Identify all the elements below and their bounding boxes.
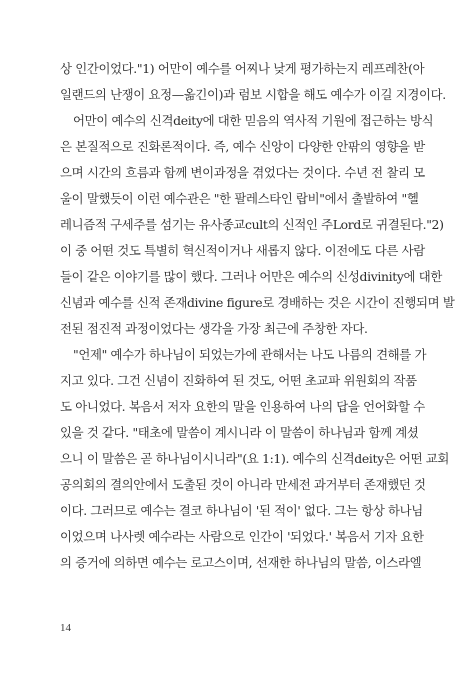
page-number: 14 <box>60 622 71 634</box>
text-line: 있을 것 같다. "태초에 말씀이 계시니라 이 말씀이 하나님과 함께 계셨 <box>60 425 419 440</box>
text-line: 으며 시간의 흐름과 함께 변이과정을 겪었다는 것이다. 수년 전 찰리 모 <box>60 165 425 180</box>
paragraph-start-line: "언제" 예수가 하나님이 되었는가에 관해서는 나도 나름의 견해를 가 <box>73 347 427 362</box>
text-line: 상 인간이었다."1) 어만이 예수를 어찌나 낮게 평가하는지 레프레찬(아 <box>60 61 425 76</box>
text-line: 들이 같은 이야기를 많이 했다. 그러나 어만은 예수의 신성divinity에 대한 <box>60 269 442 284</box>
text-line: 신념과 예수를 신적 존재divine figure로 경배하는 것은 시간이 진행되며 발 <box>60 295 455 310</box>
text-line: 의 증거에 의하면 예수는 로고스이며, 선재한 하나님의 말씀, 이스라엘 <box>60 555 422 570</box>
text-line: 이다. 그러므로 예수는 결코 하나님이 '된 적이' 없다. 그는 항상 하나님 <box>60 503 423 518</box>
paragraph-start-line: 어만이 예수의 신격deity에 대한 믿음의 역사적 기원에 접근하는 방식 <box>73 113 434 128</box>
text-line: 울이 말했듯이 이런 예수관은 "한 팔레스타인 랍비"에서 출발하여 "헬 <box>60 191 419 206</box>
text-line: 전된 점진적 과정이었다는 생각을 가장 최근에 주창한 자다. <box>60 321 368 336</box>
text-line: 레니즘적 구세주를 섬기는 유사종교cult의 신적인 주Lord로 귀결된다."2) <box>60 217 444 232</box>
text-line: 으니 이 말씀은 곧 하나님이시니라"(요 1:1). 예수의 신격deity은 어떤 교회 <box>60 451 450 466</box>
text-line: 공의회의 결의안에서 도출된 것이 아니라 만세전 과거부터 존재했던 것 <box>60 477 426 492</box>
text-line: 이었으며 나사렛 예수라는 사람으로 인간이 '되었다.' 복음서 기자 요한 <box>60 529 424 544</box>
text-line: 은 본질적으로 진화론적이다. 즉, 예수 신앙이 다양한 안팎의 영향을 받 <box>60 139 425 154</box>
text-line: 지고 있다. 그건 신념이 진화하여 된 것도, 어떤 초교파 위원회의 작품 <box>60 373 417 388</box>
text-line: 이 중 어떤 것도 특별히 혁신적이거나 새롭지 않다. 이전에도 다른 사람 <box>60 243 425 258</box>
text-line: 일랜드의 난쟁이 요정—옮긴이)과 럼보 시합을 해도 예수가 이길 지경이다. <box>60 87 446 102</box>
text-line: 도 아니었다. 복음서 저자 요한의 말을 인용하여 나의 답을 언어화할 수 <box>60 399 425 414</box>
body-text <box>60 56 455 576</box>
